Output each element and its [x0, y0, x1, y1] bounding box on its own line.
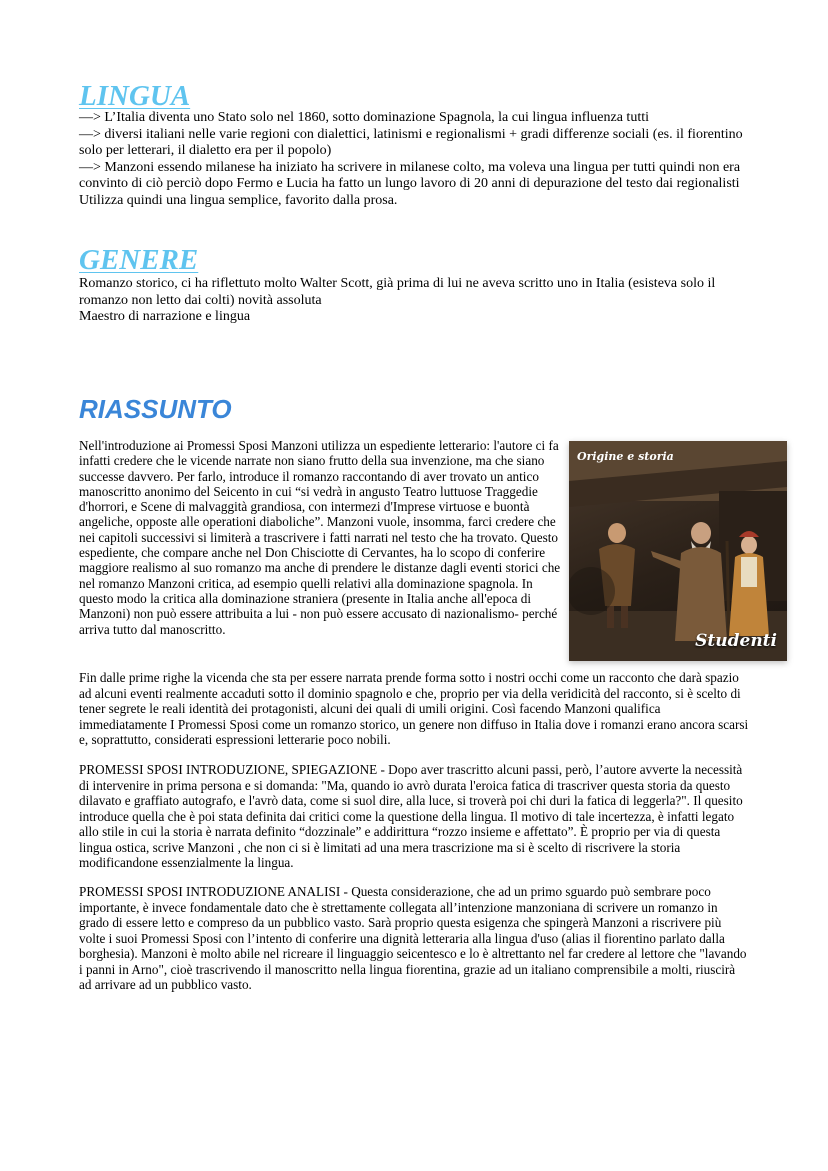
lingua-line: —> L’Italia diventa uno Stato solo nel 1860, sotto dominazione Spagnola, la cui lingua influenza tutti — [79, 110, 649, 125]
riassunto-intro: Nell'introduzione ai Promessi Sposi Manzoni utilizza un espediente letterario: l'autore ci fa infatti credere che le vicende narrate non siano frutto della sua invenzione, ma che siano successe davvero. Per farlo, introduce il romanzo raccontando di aver trovato un antico manoscritto anonimo del Seicento in cui “si vedrà in angusto Teatro luttuose Traggedie d'horrori, e Scene di malvaggità grandiosa, con intermezi d'Imprese virtuose e buontà angeliche, opposte alle operationi diaboliche”. Manzoni vuole, insomma, farci credere che nei capitoli successivi si limiterà a trascrivere i fatti narrati nel testo che ha trovato. Questo espediente, che compare anche nel Don Chisciotte di Cervantes, ha lo scopo di conferire maggiore realismo al suo romanzo ma anche di prendere le distanze dagli eventi storici che nel romanzo Manzoni critica, ad esempio quelli relativi alla dominazione spagnola. In questo modo la critica alla dominazione straniera (presente in Italia anche all'epoca di Manzoni) non può essere attribuita a lui - non può essere accusato di nazionalismo- perché arriva tutto dal manoscritto. — [79, 438, 561, 637]
genere-section — [79, 276, 743, 326]
lingua-line: —> Manzoni essendo milanese ha iniziato ha scrivere in milanese colto, ma voleva una lingua per tutti quindi non era convinto di ciò perciò dopo Fermo e Lucia ha fatto un lungo lavoro di 20 anni di depurazione del testo dai regionalisti — [79, 159, 741, 192]
genere-line: Maestro di narrazione e lingua — [79, 309, 251, 325]
lingua-line: —> diversi italiani nelle varie regioni con dialettici, latinismi e regionalismi + gradi differenze sociali (es. il fiorentino solo per letterari, il dialetto era per il popolo) — [79, 126, 743, 159]
genere-heading: GENERE — [79, 244, 199, 276]
riassunto-heading: RIASSUNTO — [79, 394, 232, 424]
illustration-watermark: Studenti — [695, 631, 777, 651]
genere-line: Romanzo storico, ci ha riflettuto molto Walter Scott, già prima di lui ne aveva scritto uno in Italia (esisteva solo il romanzo non letto dai colti) novità assoluta — [79, 276, 716, 308]
illustration — [569, 441, 787, 661]
lingua-line: Utilizza quindi una lingua semplice, favorito dalla prosa. — [79, 192, 398, 208]
lingua-section — [79, 110, 747, 210]
illustration-top-label: Origine e storia — [577, 450, 674, 463]
lingua-heading: LINGUA — [79, 80, 191, 112]
riassunto-paragraph-2: Fin dalle prime righe la vicenda che sta per essere narrata prende forma sotto i nostri occhi come un racconto che darà spazio ad alcuni eventi realmente accaduti sotto il dominio spagnolo e che, proprio per via della veridicità del racconto, si è scelto di tener segrete le reali identità dei protagonisti, alcuni dei quali di umili origini. Così facendo Manzoni qualifica immediatamente I Promessi Sposi come un romanzo storico, un genere non diffuso in Italia dove i romanzi erano ancora scarsi e, soprattutto, considerati espressioni letterarie poco nobili. — [79, 670, 749, 747]
painting-scene — [569, 441, 787, 661]
riassunto-paragraph-4: PROMESSI SPOSI INTRODUZIONE ANALISI - Questa considerazione, che ad un primo sguardo può sembrare poco importante, è invece fondamentale dato che è strettamente collegata all’intenzione manzoniana di scrivere un romanzo in grado di essere letto e compreso da un pubblico vasto. Sarà proprio questa esigenza che spingerà Manzoni a riscrivere più volte i suoi Promessi Sposi con l’intento di conferire una dignità letteraria alla lingua d'uso (alias il fiorentino parlato dalla borghesia). Manzoni è molto abile nel ricreare il linguaggio seicentesco e lo è altrettanto nel far credere al lettore che "lavando i panni in Arno", cioè trascrivendo il manoscritto nella lingua fiorentina, grazie ad un italiano comprensibile a molti, riuscirà ad arrivare ad un pubblico vasto. — [79, 884, 747, 992]
riassunto-paragraph-3: PROMESSI SPOSI INTRODUZIONE, SPIEGAZIONE - Dopo aver trascritto alcuni passi, però, l’autore avverte la necessità di intervenire in prima persona e si domanda: "Ma, quando io avrò durata l'eroica fatica di trascriver questa storia da questo dilavato e graffiato autografo, e l'avrò data, come si suol dire, alla luce, si troverà poi chi duri la fatica di leggerla?". Il quesito introduce quella che è poi stata definita dai critici come la questione della lingua. Il motivo di tale incertezza, è infatti legato allo stile in cui la storia è narrata definito “dozzinale” e addirittura “rozzo insieme e affettato”. È proprio per via di questa lingua ostica, scrive Manzoni , che non ci si è limitati ad una mera trascrizione ma si è scelto di riscrivere la storia modificandone essenzialmente la lingua. — [79, 762, 743, 870]
